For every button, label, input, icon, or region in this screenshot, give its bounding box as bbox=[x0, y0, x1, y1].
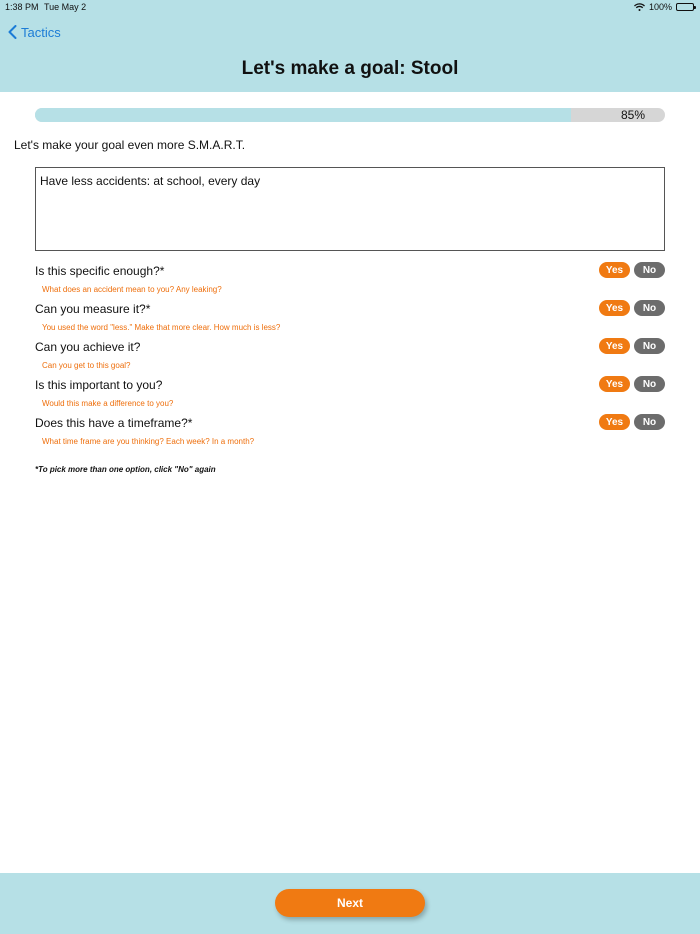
question-hint: You used the word "less." Make that more clear. How much is less? bbox=[42, 323, 281, 332]
goal-text-input[interactable] bbox=[35, 167, 665, 251]
yes-button[interactable]: Yes bbox=[599, 414, 630, 430]
battery-icon bbox=[676, 3, 694, 11]
question-label: Is this important to you? bbox=[35, 378, 163, 392]
intro-text: Let's make your goal even more S.M.A.R.T. bbox=[14, 138, 246, 152]
question-label: Does this have a timeframe?* bbox=[35, 416, 193, 430]
chevron-left-icon bbox=[8, 25, 17, 39]
page-title: Let's make a goal: Stool bbox=[241, 58, 459, 79]
no-button[interactable]: No bbox=[634, 338, 665, 354]
no-button[interactable]: No bbox=[634, 300, 665, 316]
question-label: Can you achieve it? bbox=[35, 340, 141, 354]
wifi-icon bbox=[634, 3, 645, 11]
yes-button[interactable]: Yes bbox=[599, 338, 630, 354]
status-date: Tue May 2 bbox=[44, 2, 87, 12]
no-button[interactable]: No bbox=[634, 414, 665, 430]
back-label: Tactics bbox=[21, 24, 61, 40]
back-button[interactable] bbox=[8, 22, 61, 42]
question-hint: What does an accident mean to you? Any leaking? bbox=[42, 285, 222, 294]
question-hint: Would this make a difference to you? bbox=[42, 399, 174, 408]
next-button[interactable]: Next bbox=[275, 889, 425, 917]
yes-button[interactable]: Yes bbox=[599, 376, 630, 392]
progress-label: 85% bbox=[620, 108, 645, 122]
yes-no-toggle bbox=[599, 376, 665, 392]
question-hint: Can you get to this goal? bbox=[42, 361, 131, 370]
yes-no-toggle bbox=[599, 414, 665, 430]
no-button[interactable]: No bbox=[634, 262, 665, 278]
question-specific bbox=[35, 264, 665, 300]
yes-button[interactable]: Yes bbox=[599, 300, 630, 316]
yes-no-toggle bbox=[599, 338, 665, 354]
battery-percent: 100% bbox=[648, 2, 672, 12]
status-bar bbox=[0, 0, 700, 14]
question-measurable bbox=[35, 302, 665, 338]
status-time: 1:38 PM bbox=[5, 2, 39, 12]
question-hint: What time frame are you thinking? Each week? In a month? bbox=[42, 437, 255, 446]
question-label: Is this specific enough?* bbox=[35, 264, 165, 278]
question-label: Can you measure it?* bbox=[35, 302, 151, 316]
yes-no-toggle bbox=[599, 300, 665, 316]
yes-button[interactable]: Yes bbox=[599, 262, 630, 278]
footnote: *To pick more than one option, click "No" again bbox=[35, 465, 216, 474]
question-relevant bbox=[35, 378, 665, 414]
question-achievable bbox=[35, 340, 665, 376]
question-timeframe bbox=[35, 416, 665, 452]
yes-no-toggle bbox=[599, 262, 665, 278]
status-indicators bbox=[634, 2, 694, 12]
no-button[interactable]: No bbox=[634, 376, 665, 392]
nav-header bbox=[0, 0, 700, 92]
